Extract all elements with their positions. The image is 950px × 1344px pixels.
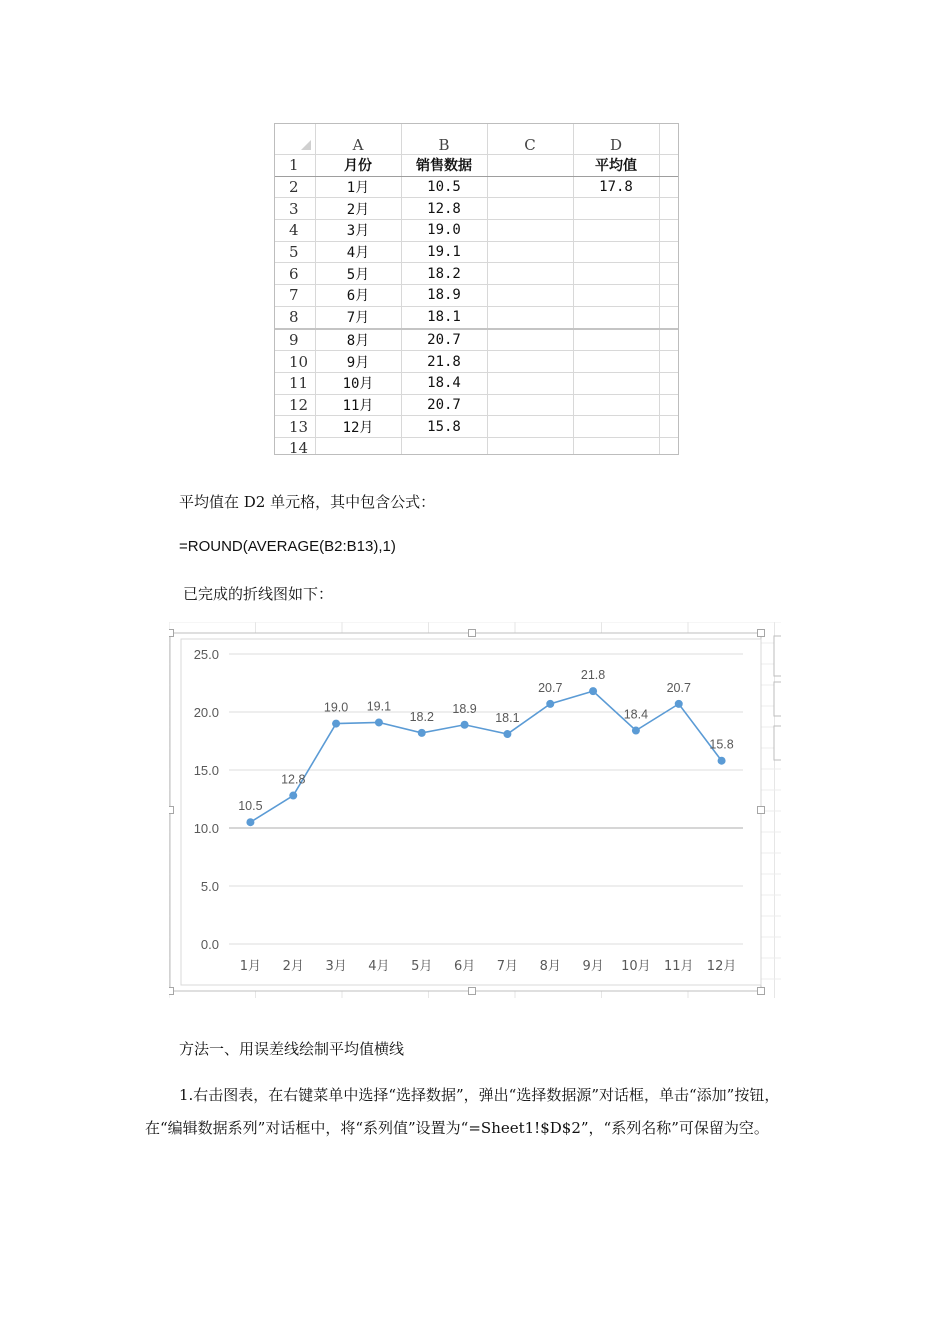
cell-month: 2月 xyxy=(315,198,401,220)
data-point xyxy=(375,718,383,726)
cell-sales: 10.5 xyxy=(401,176,487,198)
data-point xyxy=(289,792,297,800)
resize-handle xyxy=(469,630,476,637)
x-tick-label: 11月 xyxy=(663,959,694,974)
cell-sales: 18.4 xyxy=(401,372,487,394)
cell-month: 5月 xyxy=(315,263,401,285)
resize-handle xyxy=(469,988,476,995)
resize-handle xyxy=(758,630,765,637)
resize-handle xyxy=(758,807,765,814)
cell-month: 3月 xyxy=(315,220,401,242)
table-row xyxy=(275,351,678,373)
data-point xyxy=(332,720,340,728)
data-point xyxy=(718,757,726,765)
row-number: 5 xyxy=(275,241,315,263)
row-number: 14 xyxy=(275,437,315,455)
data-point xyxy=(675,700,683,708)
data-label: 18.9 xyxy=(452,701,477,716)
cell-sales: 15.8 xyxy=(401,416,487,438)
x-tick-label: 8月 xyxy=(539,959,561,974)
cell-c xyxy=(487,372,573,394)
spreadsheet-table xyxy=(275,124,679,455)
cell-sales: 19.1 xyxy=(401,241,487,263)
row-number: 7 xyxy=(275,285,315,307)
table-row xyxy=(275,372,678,394)
data-label: 10.5 xyxy=(238,799,263,814)
cell-extra xyxy=(659,198,678,220)
cell-extra xyxy=(659,220,678,242)
column-header-b: B xyxy=(401,124,487,155)
x-tick-label: 6月 xyxy=(453,959,476,974)
cell-sales: 20.7 xyxy=(401,329,487,351)
x-tick-label: 2月 xyxy=(282,959,304,974)
chart-side-button xyxy=(774,682,781,716)
cell-extra xyxy=(659,394,678,416)
cell-month: 4月 xyxy=(315,241,401,263)
data-label: 15.8 xyxy=(709,737,734,752)
cell-sales: 18.9 xyxy=(401,285,487,307)
table-row xyxy=(275,241,678,263)
cell-sales: 19.0 xyxy=(401,220,487,242)
cell-average xyxy=(573,198,659,220)
cell-extra xyxy=(659,285,678,307)
paragraph-chart-intro: 已完成的折线图如下： xyxy=(183,585,334,603)
cell-average xyxy=(573,351,659,373)
step1-line1: 1.右击图表，在右键菜单中选择“选择数据”，弹出“选择数据源”对话框，单击“添加”按钮， xyxy=(179,1086,780,1104)
column-header-d: D xyxy=(573,124,659,155)
y-tick-label: 0.0 xyxy=(200,937,219,952)
cell-c xyxy=(487,263,573,285)
row-number: 2 xyxy=(275,176,315,198)
cell-month: 11月 xyxy=(315,394,401,416)
method-title: 方法一、用误差线绘制平均值横线 xyxy=(179,1040,405,1058)
data-point xyxy=(503,730,511,738)
cell-c xyxy=(487,220,573,242)
row-number: 3 xyxy=(275,198,315,220)
table-row xyxy=(275,437,678,455)
cell-extra xyxy=(659,416,678,438)
y-tick-label: 5.0 xyxy=(200,879,219,894)
cell-average xyxy=(573,220,659,242)
x-tick-label: 4月 xyxy=(368,959,390,974)
table-row xyxy=(275,306,678,328)
y-tick-label: 25.0 xyxy=(193,647,219,662)
cell-c xyxy=(487,241,573,263)
table-row xyxy=(275,220,678,242)
chart-side-button xyxy=(774,636,781,676)
row-number: 8 xyxy=(275,306,315,328)
data-label: 12.8 xyxy=(281,772,306,787)
header-average: 平均值 xyxy=(573,155,659,177)
header-sales: 销售数据 xyxy=(401,155,487,177)
cell-average xyxy=(573,372,659,394)
data-point xyxy=(418,729,426,737)
cell-average: 17.8 xyxy=(573,176,659,198)
x-tick-label: 5月 xyxy=(411,959,433,974)
column-header-row xyxy=(275,124,678,155)
cell-average xyxy=(573,263,659,285)
header-row xyxy=(275,155,678,177)
cell-month: 7月 xyxy=(315,306,401,328)
cell-month: 1月 xyxy=(315,176,401,198)
spreadsheet-image xyxy=(274,123,679,455)
cell-sales: 21.8 xyxy=(401,351,487,373)
data-label: 18.1 xyxy=(495,711,520,726)
cell-month: 9月 xyxy=(315,351,401,373)
cell-average xyxy=(573,416,659,438)
row-number: 11 xyxy=(275,372,315,394)
cell-extra xyxy=(659,306,678,328)
resize-handle xyxy=(169,630,174,637)
data-label: 20.7 xyxy=(666,680,691,695)
data-point xyxy=(461,721,469,729)
header-month: 月份 xyxy=(315,155,401,177)
cell-average xyxy=(573,285,659,307)
cell-average xyxy=(573,241,659,263)
data-label: 20.7 xyxy=(538,680,563,695)
table-row xyxy=(275,176,678,198)
line-chart xyxy=(169,622,781,998)
data-label: 18.2 xyxy=(409,709,434,724)
data-label: 19.1 xyxy=(366,699,392,714)
step1-line2: 在“编辑数据系列”对话框中，将“系列值”设置为“=Sheet1!$D$2”，“系列名称”可保留为空。 xyxy=(145,1119,769,1137)
cell-average xyxy=(573,394,659,416)
x-tick-label: 3月 xyxy=(325,959,347,974)
cell-c xyxy=(487,351,573,373)
cell-c xyxy=(487,306,573,328)
x-tick-label: 9月 xyxy=(582,959,604,974)
row-number: 10 xyxy=(275,351,315,373)
cell-extra xyxy=(659,241,678,263)
header-c xyxy=(487,155,573,177)
row-number: 4 xyxy=(275,220,315,242)
row-number: 13 xyxy=(275,416,315,438)
column-header-c: C xyxy=(487,124,573,155)
cell-sales: 12.8 xyxy=(401,198,487,220)
line-chart-svg xyxy=(169,622,781,998)
resize-handle xyxy=(169,988,174,995)
cell-c xyxy=(487,176,573,198)
data-label: 19.0 xyxy=(323,700,349,715)
data-point xyxy=(546,700,554,708)
cell-extra xyxy=(659,329,678,351)
cell-sales: 18.1 xyxy=(401,306,487,328)
x-tick-label: 1月 xyxy=(239,959,262,974)
cell-c xyxy=(487,329,573,351)
cell-sales: 18.2 xyxy=(401,263,487,285)
chart-side-button xyxy=(774,726,781,760)
cell-month: 12月 xyxy=(315,416,401,438)
cell-extra xyxy=(659,263,678,285)
data-label: 21.8 xyxy=(580,668,606,683)
cell-month: 6月 xyxy=(315,285,401,307)
table-row xyxy=(275,198,678,220)
cell-c xyxy=(487,394,573,416)
cell-extra xyxy=(659,176,678,198)
table-row xyxy=(275,329,678,351)
x-tick-label: 12月 xyxy=(706,959,737,974)
y-tick-label: 20.0 xyxy=(193,705,219,720)
y-tick-label: 15.0 xyxy=(193,763,219,778)
cell-extra xyxy=(659,351,678,373)
resize-handle xyxy=(169,807,174,814)
table-row xyxy=(275,394,678,416)
cell-month: 8月 xyxy=(315,329,401,351)
formula-text: =ROUND(AVERAGE(B2:B13),1) xyxy=(179,538,396,555)
y-tick-label: 10.0 xyxy=(193,821,219,836)
data-point xyxy=(632,727,640,735)
x-tick-label: 10月 xyxy=(621,959,651,974)
cell-c xyxy=(487,416,573,438)
table-row xyxy=(275,416,678,438)
data-point xyxy=(246,818,254,826)
table-row xyxy=(275,285,678,307)
resize-handle xyxy=(758,988,765,995)
cell-average xyxy=(573,306,659,328)
select-all-corner xyxy=(275,124,315,155)
data-label: 18.4 xyxy=(623,707,649,722)
row-number: 6 xyxy=(275,263,315,285)
cell-month: 10月 xyxy=(315,372,401,394)
data-point xyxy=(589,687,597,695)
x-tick-label: 7月 xyxy=(496,959,519,974)
row-number: 12 xyxy=(275,394,315,416)
cell-sales: 20.7 xyxy=(401,394,487,416)
paragraph-average-location: 平均值在 D2 单元格，其中包含公式： xyxy=(179,493,436,511)
cell-c xyxy=(487,198,573,220)
cell-extra xyxy=(659,372,678,394)
column-header-a: A xyxy=(315,124,401,155)
cell-average xyxy=(573,329,659,351)
row-number: 9 xyxy=(275,329,315,351)
row-number: 1 xyxy=(275,155,315,177)
table-row xyxy=(275,263,678,285)
cell-c xyxy=(487,285,573,307)
